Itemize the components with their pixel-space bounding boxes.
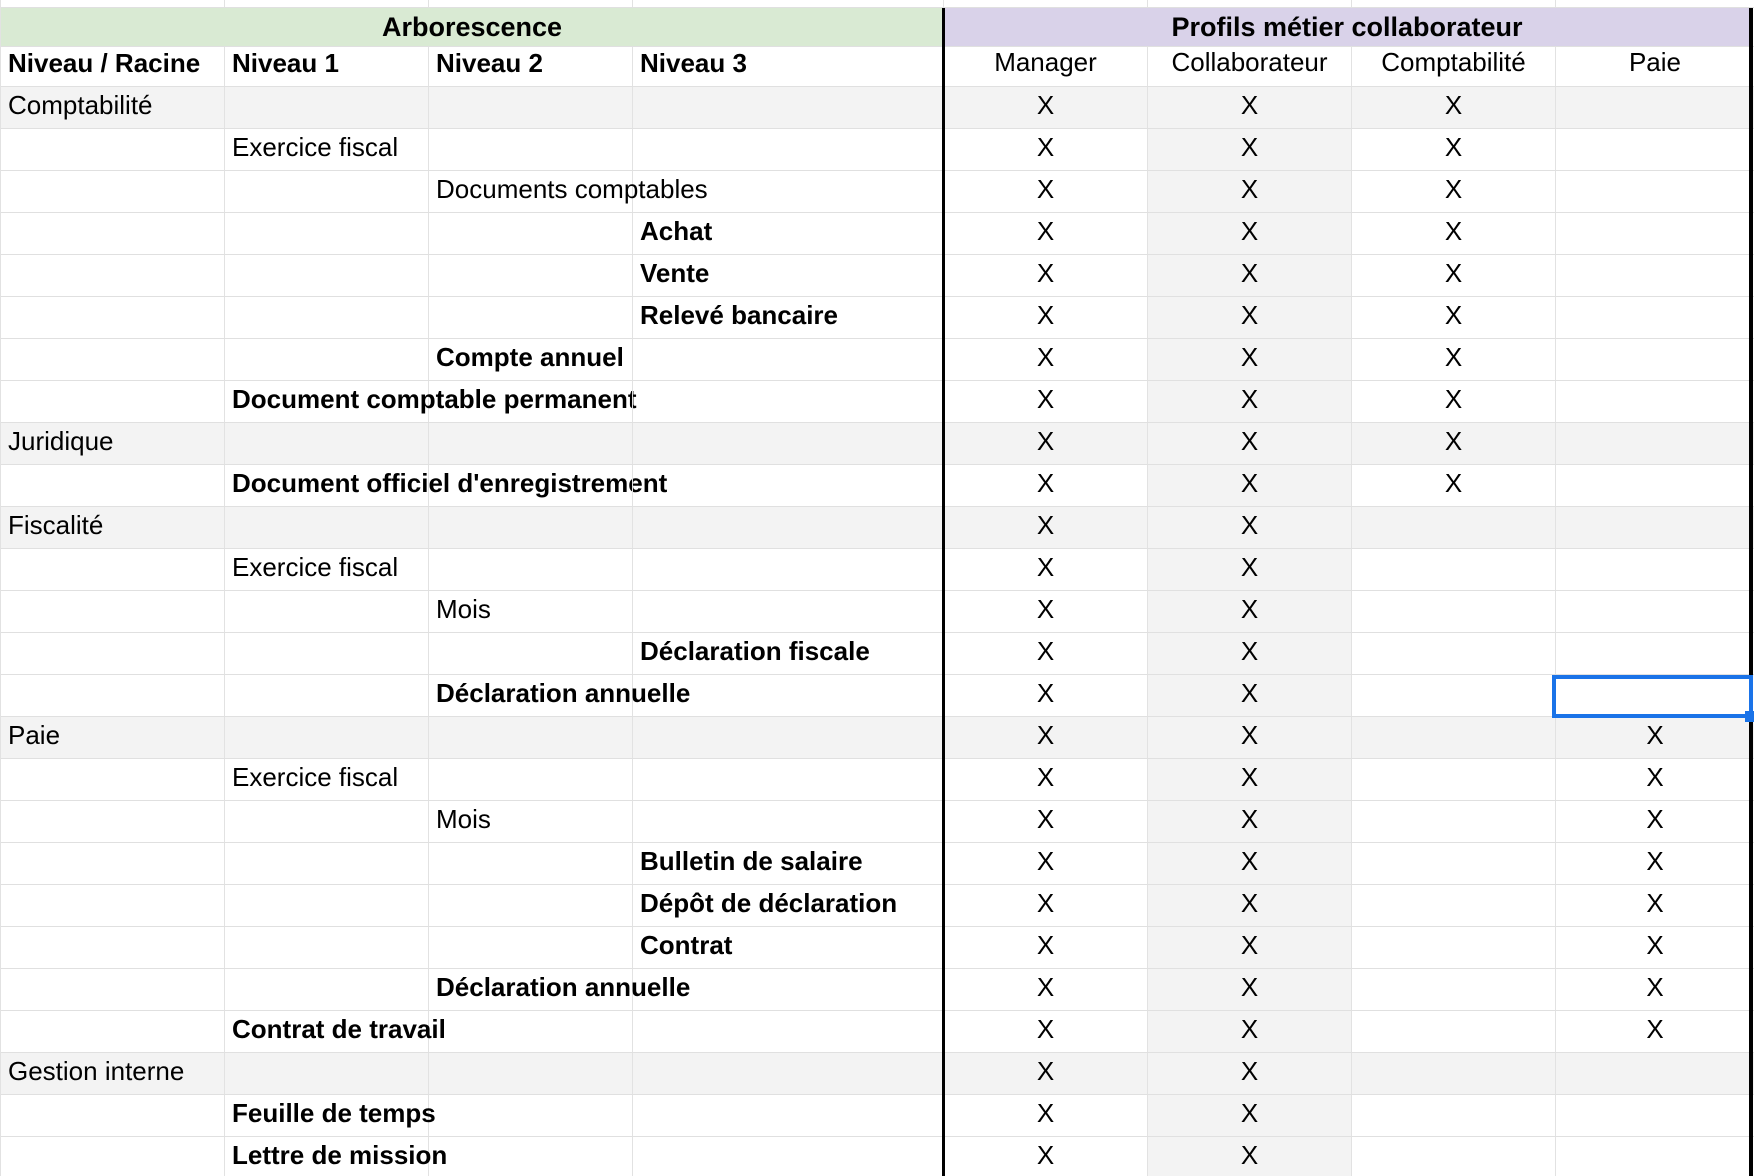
table-row — [1, 969, 1754, 1011]
empty-tree-cell[interactable] — [429, 1053, 633, 1094]
empty-tree-cell[interactable] — [1, 801, 225, 842]
table-row — [1, 843, 1754, 885]
mark-cell-manager[interactable]: X — [944, 1137, 1148, 1176]
tree-cell-niveau-0[interactable]: Paie — [1, 717, 225, 758]
mark-cell-paie[interactable] — [1556, 171, 1754, 212]
empty-tree-cell[interactable] — [633, 591, 944, 632]
mark-cell-paie[interactable] — [1556, 297, 1754, 338]
mark-cell-paie[interactable]: X — [1556, 885, 1754, 926]
mark-cell-paie[interactable] — [1556, 549, 1754, 590]
tree-cell-niveau-0[interactable]: Fiscalité — [1, 507, 225, 548]
empty-tree-cell[interactable] — [633, 129, 944, 170]
table-row — [1, 507, 1754, 549]
tree-cell-niveau-2[interactable]: Mois — [429, 801, 633, 842]
mark-cell-comptabilite[interactable] — [1352, 927, 1556, 968]
mark-cell-paie[interactable]: X — [1556, 969, 1754, 1010]
mark-cell-collaborateur[interactable]: X — [1148, 171, 1352, 212]
empty-tree-cell[interactable] — [633, 801, 944, 842]
empty-tree-cell[interactable] — [1, 885, 225, 926]
mark-cell-manager[interactable]: X — [944, 507, 1148, 548]
mark-cell-paie[interactable] — [1556, 591, 1754, 632]
table-right-border — [1749, 8, 1753, 1176]
empty-tree-cell[interactable] — [633, 969, 944, 1010]
empty-tree-cell[interactable] — [225, 1053, 429, 1094]
column-header-niveau-1[interactable]: Niveau 1 — [225, 47, 429, 86]
empty-tree-cell[interactable] — [1, 759, 225, 800]
mark-cell-comptabilite[interactable] — [1352, 969, 1556, 1010]
mark-cell-collaborateur[interactable]: X — [1148, 885, 1352, 926]
mark-cell-paie[interactable]: X — [1556, 1011, 1754, 1052]
mark-cell-collaborateur[interactable]: X — [1148, 759, 1352, 800]
mark-cell-collaborateur[interactable]: X — [1148, 591, 1352, 632]
mark-cell-comptabilite[interactable] — [1352, 675, 1556, 716]
empty-tree-cell[interactable] — [225, 717, 429, 758]
tree-cell-niveau-3[interactable]: Relevé bancaire — [633, 297, 944, 338]
empty-tree-cell[interactable] — [1, 171, 225, 212]
tree-cell-niveau-1[interactable]: Exercice fiscal — [225, 549, 429, 590]
table-row — [1, 633, 1754, 675]
mark-cell-manager[interactable]: X — [944, 717, 1148, 758]
tree-cell-niveau-2[interactable]: Documents comptables — [429, 171, 633, 212]
mark-cell-paie[interactable]: X — [1556, 759, 1754, 800]
section-divider-line — [942, 8, 945, 1176]
mark-cell-manager[interactable]: X — [944, 339, 1148, 380]
mark-cell-paie[interactable] — [1556, 1137, 1754, 1176]
empty-tree-cell[interactable] — [633, 759, 944, 800]
mark-cell-comptabilite[interactable]: X — [1352, 339, 1556, 380]
empty-tree-cell[interactable] — [633, 465, 944, 506]
mark-cell-comptabilite[interactable] — [1352, 1137, 1556, 1176]
column-header-comptabilite[interactable]: Comptabilité — [1352, 47, 1556, 86]
empty-tree-cell[interactable] — [633, 549, 944, 590]
table-row — [1, 297, 1754, 339]
mark-cell-collaborateur[interactable]: X — [1148, 423, 1352, 464]
column-header-paie[interactable]: Paie — [1556, 47, 1754, 86]
mark-cell-paie[interactable]: X — [1556, 801, 1754, 842]
mark-cell-paie[interactable] — [1556, 381, 1754, 422]
mark-cell-collaborateur[interactable]: X — [1148, 339, 1352, 380]
empty-tree-cell[interactable] — [1, 927, 225, 968]
table-row — [1, 381, 1754, 423]
empty-tree-cell[interactable] — [225, 801, 429, 842]
table-row — [1, 1011, 1754, 1053]
empty-tree-cell[interactable] — [225, 297, 429, 338]
empty-tree-cell[interactable] — [633, 717, 944, 758]
mark-cell-manager[interactable]: X — [944, 969, 1148, 1010]
clipped-cell — [225, 0, 429, 7]
tree-cell-niveau-1[interactable]: Contrat de travail — [225, 1011, 429, 1052]
clipped-cell — [1148, 0, 1352, 7]
section-header-profils[interactable]: Profils métier collaborateur — [944, 8, 1751, 46]
mark-cell-collaborateur[interactable]: X — [1148, 129, 1352, 170]
table-row — [1, 717, 1754, 759]
mark-cell-collaborateur[interactable]: X — [1148, 507, 1352, 548]
empty-tree-cell[interactable] — [429, 423, 633, 464]
clipped-cell — [633, 0, 944, 7]
mark-cell-manager[interactable]: X — [944, 87, 1148, 128]
mark-cell-comptabilite[interactable] — [1352, 1053, 1556, 1094]
tree-cell-niveau-0[interactable]: Juridique — [1, 423, 225, 464]
tree-cell-niveau-2[interactable]: Compte annuel — [429, 339, 633, 380]
table-row — [1, 1053, 1754, 1095]
tree-cell-niveau-3[interactable]: Dépôt de déclaration — [633, 885, 944, 926]
empty-tree-cell[interactable] — [225, 927, 429, 968]
empty-tree-cell[interactable] — [429, 507, 633, 548]
mark-cell-manager[interactable]: X — [944, 129, 1148, 170]
tree-cell-niveau-0[interactable]: Comptabilité — [1, 87, 225, 128]
empty-tree-cell[interactable] — [1, 843, 225, 884]
clipped-cell — [1556, 0, 1754, 7]
empty-tree-cell[interactable] — [633, 423, 944, 464]
empty-tree-cell[interactable] — [1, 1011, 225, 1052]
mark-cell-collaborateur[interactable]: X — [1148, 549, 1352, 590]
table-row — [1, 591, 1754, 633]
mark-cell-paie[interactable] — [1556, 1053, 1754, 1094]
tree-cell-niveau-3[interactable]: Déclaration fiscale — [633, 633, 944, 674]
empty-tree-cell[interactable] — [1, 339, 225, 380]
empty-tree-cell[interactable] — [429, 297, 633, 338]
column-header-niveau-2[interactable]: Niveau 2 — [429, 47, 633, 86]
mark-cell-manager[interactable]: X — [944, 759, 1148, 800]
empty-tree-cell[interactable] — [429, 885, 633, 926]
mark-cell-manager[interactable]: X — [944, 171, 1148, 212]
mark-cell-comptabilite[interactable]: X — [1352, 255, 1556, 296]
empty-tree-cell[interactable] — [1, 213, 225, 254]
empty-tree-cell[interactable] — [429, 549, 633, 590]
empty-tree-cell[interactable] — [1, 297, 225, 338]
mark-cell-manager[interactable]: X — [944, 423, 1148, 464]
mark-cell-paie[interactable] — [1556, 129, 1754, 170]
mark-cell-comptabilite[interactable] — [1352, 591, 1556, 632]
empty-tree-cell[interactable] — [633, 339, 944, 380]
column-header-row — [1, 47, 1754, 87]
empty-tree-cell[interactable] — [633, 171, 944, 212]
empty-tree-cell[interactable] — [225, 675, 429, 716]
mark-cell-manager[interactable]: X — [944, 1011, 1148, 1052]
table-row — [1, 801, 1754, 843]
mark-cell-paie[interactable] — [1556, 633, 1754, 674]
tree-cell-niveau-1[interactable]: Document officiel d'enregistrement — [225, 465, 429, 506]
mark-cell-manager[interactable]: X — [944, 549, 1148, 590]
mark-cell-manager[interactable]: X — [944, 1095, 1148, 1136]
empty-tree-cell[interactable] — [429, 1137, 633, 1176]
mark-cell-comptabilite[interactable]: X — [1352, 465, 1556, 506]
mark-cell-collaborateur[interactable]: X — [1148, 213, 1352, 254]
empty-tree-cell[interactable] — [429, 87, 633, 128]
table-row — [1, 423, 1754, 465]
empty-tree-cell[interactable] — [633, 381, 944, 422]
mark-cell-manager[interactable]: X — [944, 297, 1148, 338]
empty-tree-cell[interactable] — [429, 759, 633, 800]
column-header-niveau-3[interactable]: Niveau 3 — [633, 47, 944, 86]
mark-cell-paie[interactable] — [1556, 213, 1754, 254]
table-row — [1, 255, 1754, 297]
mark-cell-manager[interactable]: X — [944, 801, 1148, 842]
mark-cell-collaborateur[interactable]: X — [1148, 969, 1352, 1010]
mark-cell-comptabilite[interactable] — [1352, 843, 1556, 884]
table-row — [1, 675, 1754, 717]
mark-cell-collaborateur[interactable]: X — [1148, 381, 1352, 422]
mark-cell-collaborateur[interactable]: X — [1148, 717, 1352, 758]
empty-tree-cell[interactable] — [429, 381, 633, 422]
empty-tree-cell[interactable] — [1, 255, 225, 296]
empty-tree-cell[interactable] — [225, 969, 429, 1010]
empty-tree-cell[interactable] — [225, 255, 429, 296]
clipped-cell — [1352, 0, 1556, 7]
mark-cell-collaborateur[interactable]: X — [1148, 927, 1352, 968]
table-row — [1, 213, 1754, 255]
table-row — [1, 1095, 1754, 1137]
empty-tree-cell[interactable] — [429, 717, 633, 758]
mark-cell-collaborateur[interactable]: X — [1148, 1053, 1352, 1094]
empty-tree-cell[interactable] — [633, 507, 944, 548]
empty-tree-cell[interactable] — [429, 927, 633, 968]
empty-tree-cell[interactable] — [429, 129, 633, 170]
tree-cell-niveau-1[interactable]: Lettre de mission — [225, 1137, 429, 1176]
mark-cell-manager[interactable]: X — [944, 843, 1148, 884]
tree-cell-niveau-1[interactable]: Exercice fiscal — [225, 759, 429, 800]
mark-cell-comptabilite[interactable]: X — [1352, 381, 1556, 422]
mark-cell-comptabilite[interactable]: X — [1352, 297, 1556, 338]
empty-tree-cell[interactable] — [1, 381, 225, 422]
tree-cell-niveau-2[interactable]: Déclaration annuelle — [429, 675, 633, 716]
empty-tree-cell[interactable] — [225, 87, 429, 128]
mark-cell-comptabilite[interactable] — [1352, 507, 1556, 548]
mark-cell-comptabilite[interactable] — [1352, 801, 1556, 842]
tree-cell-niveau-1[interactable]: Document comptable permanent — [225, 381, 429, 422]
empty-tree-cell[interactable] — [225, 339, 429, 380]
empty-tree-cell[interactable] — [225, 213, 429, 254]
mark-cell-collaborateur[interactable]: X — [1148, 87, 1352, 128]
mark-cell-collaborateur[interactable]: X — [1148, 297, 1352, 338]
mark-cell-collaborateur[interactable]: X — [1148, 1095, 1352, 1136]
clipped-cell — [429, 0, 633, 7]
empty-tree-cell[interactable] — [633, 1137, 944, 1176]
empty-tree-cell[interactable] — [429, 1011, 633, 1052]
mark-cell-collaborateur[interactable]: X — [1148, 1137, 1352, 1176]
empty-tree-cell[interactable] — [429, 1095, 633, 1136]
empty-tree-cell[interactable] — [225, 171, 429, 212]
tree-cell-niveau-3[interactable]: Bulletin de salaire — [633, 843, 944, 884]
mark-cell-paie[interactable] — [1556, 339, 1754, 380]
tree-cell-niveau-2[interactable]: Mois — [429, 591, 633, 632]
empty-tree-cell[interactable] — [1, 1095, 225, 1136]
mark-cell-manager[interactable]: X — [944, 675, 1148, 716]
empty-tree-cell[interactable] — [225, 843, 429, 884]
empty-tree-cell[interactable] — [1, 129, 225, 170]
mark-cell-comptabilite[interactable] — [1352, 549, 1556, 590]
column-header-niveau-0[interactable]: Niveau / Racine — [1, 47, 225, 86]
mark-cell-comptabilite[interactable] — [1352, 1095, 1556, 1136]
section-header-arborescence[interactable]: Arborescence — [1, 8, 944, 46]
mark-cell-paie[interactable] — [1556, 465, 1754, 506]
tree-cell-niveau-1[interactable]: Exercice fiscal — [225, 129, 429, 170]
empty-tree-cell[interactable] — [633, 1053, 944, 1094]
table-row — [1, 129, 1754, 171]
table-row — [1, 339, 1754, 381]
mark-cell-manager[interactable]: X — [944, 927, 1148, 968]
table-row — [1, 885, 1754, 927]
empty-tree-cell[interactable] — [429, 843, 633, 884]
mark-cell-collaborateur[interactable]: X — [1148, 255, 1352, 296]
empty-tree-cell[interactable] — [429, 465, 633, 506]
mark-cell-paie[interactable] — [1556, 423, 1754, 464]
table-row — [1, 171, 1754, 213]
tree-cell-niveau-3[interactable]: Vente — [633, 255, 944, 296]
mark-cell-paie[interactable] — [1556, 87, 1754, 128]
mark-cell-collaborateur[interactable]: X — [1148, 633, 1352, 674]
table-row — [1, 759, 1754, 801]
column-header-manager[interactable]: Manager — [944, 47, 1148, 86]
empty-tree-cell[interactable] — [1, 633, 225, 674]
empty-tree-cell[interactable] — [1, 675, 225, 716]
clipped-cell — [1, 0, 225, 7]
empty-tree-cell[interactable] — [225, 507, 429, 548]
mark-cell-manager[interactable]: X — [944, 1053, 1148, 1094]
selected-cell-outline[interactable] — [1552, 675, 1753, 718]
empty-tree-cell[interactable] — [1, 591, 225, 632]
mark-cell-collaborateur[interactable]: X — [1148, 675, 1352, 716]
mark-cell-manager[interactable]: X — [944, 591, 1148, 632]
mark-cell-manager[interactable]: X — [944, 885, 1148, 926]
tree-cell-niveau-2[interactable]: Déclaration annuelle — [429, 969, 633, 1010]
empty-tree-cell[interactable] — [225, 591, 429, 632]
mark-cell-paie[interactable]: X — [1556, 927, 1754, 968]
mark-cell-comptabilite[interactable] — [1352, 633, 1556, 674]
empty-tree-cell[interactable] — [633, 1011, 944, 1052]
mark-cell-paie[interactable] — [1556, 507, 1754, 548]
mark-cell-comptabilite[interactable] — [1352, 759, 1556, 800]
mark-cell-comptabilite[interactable]: X — [1352, 423, 1556, 464]
mark-cell-collaborateur[interactable]: X — [1148, 801, 1352, 842]
empty-tree-cell[interactable] — [225, 423, 429, 464]
section-header-row — [1, 8, 1754, 47]
selection-fill-handle[interactable] — [1745, 711, 1754, 722]
empty-tree-cell[interactable] — [633, 1095, 944, 1136]
mark-cell-paie[interactable]: X — [1556, 717, 1754, 758]
mark-cell-paie[interactable]: X — [1556, 843, 1754, 884]
mark-cell-comptabilite[interactable]: X — [1352, 171, 1556, 212]
empty-tree-cell[interactable] — [1, 969, 225, 1010]
clipped-row-above — [1, 0, 1754, 8]
tree-cell-niveau-0[interactable]: Gestion interne — [1, 1053, 225, 1094]
mark-cell-manager[interactable]: X — [944, 213, 1148, 254]
mark-cell-comptabilite[interactable] — [1352, 717, 1556, 758]
mark-cell-manager[interactable]: X — [944, 255, 1148, 296]
mark-cell-manager[interactable]: X — [944, 465, 1148, 506]
mark-cell-comptabilite[interactable]: X — [1352, 213, 1556, 254]
table-row — [1, 549, 1754, 591]
empty-tree-cell[interactable] — [429, 255, 633, 296]
tree-cell-niveau-3[interactable]: Achat — [633, 213, 944, 254]
mark-cell-comptabilite[interactable] — [1352, 1011, 1556, 1052]
mark-cell-comptabilite[interactable]: X — [1352, 87, 1556, 128]
column-header-collaborateur[interactable]: Collaborateur — [1148, 47, 1352, 86]
empty-tree-cell[interactable] — [1, 549, 225, 590]
table-row — [1, 927, 1754, 969]
table-row — [1, 87, 1754, 129]
empty-tree-cell[interactable] — [429, 213, 633, 254]
empty-tree-cell[interactable] — [633, 675, 944, 716]
clipped-cell — [944, 0, 1148, 7]
empty-tree-cell[interactable] — [225, 885, 429, 926]
mark-cell-collaborateur[interactable]: X — [1148, 843, 1352, 884]
tree-cell-niveau-3[interactable]: Contrat — [633, 927, 944, 968]
tree-cell-niveau-1[interactable]: Feuille de temps — [225, 1095, 429, 1136]
mark-cell-manager[interactable]: X — [944, 381, 1148, 422]
empty-tree-cell[interactable] — [225, 633, 429, 674]
empty-tree-cell[interactable] — [1, 1137, 225, 1176]
empty-tree-cell[interactable] — [1, 465, 225, 506]
mark-cell-comptabilite[interactable]: X — [1352, 129, 1556, 170]
mark-cell-manager[interactable]: X — [944, 633, 1148, 674]
table-row — [1, 465, 1754, 507]
table-row — [1, 1137, 1754, 1176]
mark-cell-collaborateur[interactable]: X — [1148, 465, 1352, 506]
mark-cell-collaborateur[interactable]: X — [1148, 1011, 1352, 1052]
mark-cell-paie[interactable] — [1556, 1095, 1754, 1136]
mark-cell-comptabilite[interactable] — [1352, 885, 1556, 926]
empty-tree-cell[interactable] — [633, 87, 944, 128]
mark-cell-paie[interactable] — [1556, 255, 1754, 296]
empty-tree-cell[interactable] — [429, 633, 633, 674]
